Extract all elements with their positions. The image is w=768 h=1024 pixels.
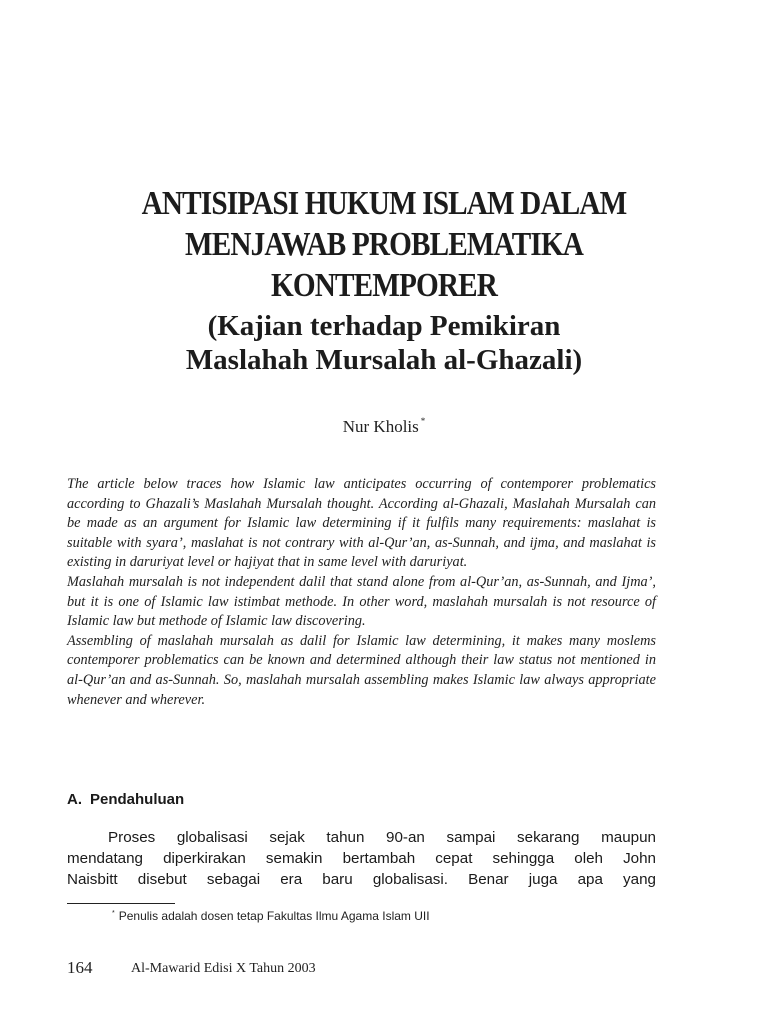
section-heading [67,791,184,808]
footnote-rule [67,903,175,904]
section-title: Pendahuluan [90,791,185,808]
subtitle-line-1: (Kajian terhadap Pemikiran [207,310,561,342]
footnote-text: Penulis adalah dosen tetap Fakultas Ilmu Agama Islam UII [118,909,430,923]
title-line-1: ANTISIPASI HUKUM ISLAM DALAM [141,185,627,222]
author-line [0,416,768,437]
abstract-paragraph-2: Maslahah mursalah is not independent dalil that stand alone from al-Qur’an, as-Sunnah, and Ijma’, but it is one of Islamic law istimbat methode. In other word, maslahah mursalah is not resource of Islamic law but methode of Islamic law discovering. [67,573,656,630]
section-number: A. [67,791,82,808]
article-title [40,183,728,377]
author-footnote-marker: * [420,416,426,426]
body-paragraph [67,827,656,890]
author-name: Nur Kholis [342,417,419,436]
title-main [88,183,680,306]
footnote-marker: * [112,910,115,917]
abstract [67,475,656,710]
body-line-2: mendatang diperkirakan semakin bertambah cepat sehingga oleh John [67,850,656,867]
body-line-1: Proses globalisasi sejak tahun 90-an sampai sekarang maupun [108,829,656,846]
abstract-paragraph-3: Assembling of maslahah mursalah as dalil for Islamic law determining, it makes many moslems contemporer problematics can be known and determined although their law status not mentioned in al-Qur’an and as-Sunnah. So, maslahah mursalah assembling makes Islamic law always appropriate whenever and wherever. [67,632,656,708]
page-number: 164 [67,958,93,977]
title-subtitle [40,309,728,377]
title-line-2: MENJAWAB PROBLEMATIKA [184,226,584,263]
title-line-3: KONTEMPORER [270,267,498,304]
journal-footer: Al-Mawarid Edisi X Tahun 2003 [131,961,316,976]
subtitle-line-2: Maslahah Mursalah al-Ghazali) [185,344,583,376]
body-line-3: Naisbitt disebut sebagai era baru globalisasi. Benar juga apa yang [67,871,656,888]
abstract-paragraph-1: The article below traces how Islamic law anticipates occurring of contemporer problematics according to Ghazali’s Maslahah Mursalah thought. According al-Ghazali, Maslahah Mursalah can be made as an argument for Islamic law determining if it fulfils many requirements: maslahat is suitable with syara’, maslahat is not contrary with al-Qur’an, as-Sunnah, and ijma, and maslahat is existing in daruriyat level or hajiyat that in same level with daruriyat. [67,476,656,571]
footnote [112,909,430,923]
